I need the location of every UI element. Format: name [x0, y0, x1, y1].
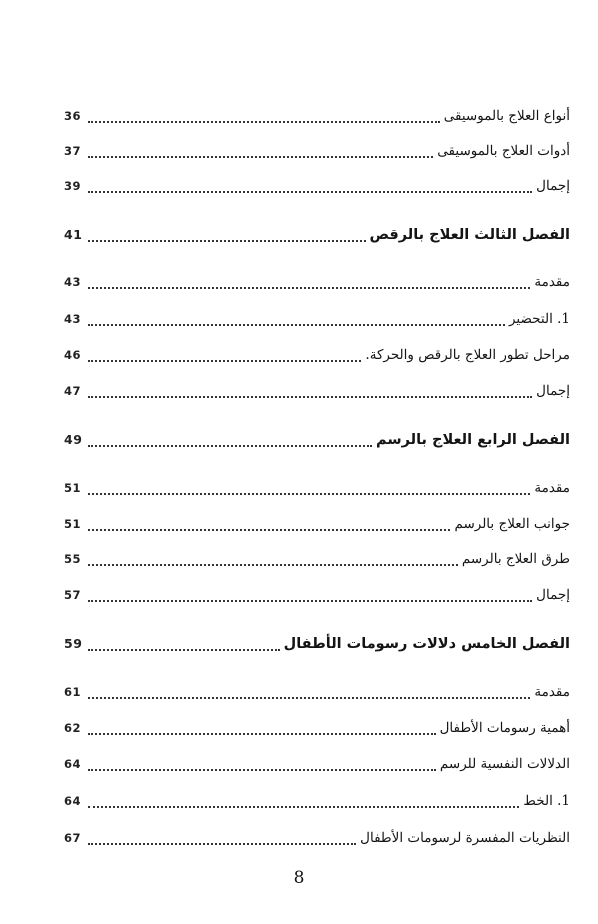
toc-entry[interactable]	[64, 380, 570, 402]
dot-leader	[88, 790, 519, 812]
dot-leader	[88, 140, 433, 162]
dot-leader	[88, 175, 532, 197]
toc-entry-title: النظريات المفسرة لرسومات الأطفال	[360, 830, 570, 846]
toc-entry[interactable]	[64, 105, 570, 127]
toc-entry[interactable]	[64, 827, 570, 849]
toc-page-number: 55	[64, 552, 82, 566]
toc-entry[interactable]	[64, 790, 570, 812]
dot-leader	[88, 271, 530, 293]
toc-page-number: 62	[64, 721, 82, 735]
toc-entry-title: إجمال	[536, 383, 570, 399]
dot-leader	[88, 308, 505, 330]
toc-entry-title: أنواع العلاج بالموسيقى	[443, 108, 570, 124]
toc-page-number: 39	[64, 179, 82, 193]
toc-page-number: 51	[64, 517, 82, 531]
dot-leader	[88, 584, 532, 606]
toc-entry[interactable]	[64, 681, 570, 703]
toc-entry[interactable]	[64, 308, 570, 330]
dot-leader	[88, 681, 530, 703]
toc-page-number: 37	[64, 144, 82, 158]
toc-entry[interactable]	[64, 344, 570, 366]
dot-leader	[88, 717, 436, 739]
toc-page-number: 61	[64, 685, 82, 699]
toc-entry[interactable]	[64, 753, 570, 775]
toc-entry[interactable]	[64, 513, 570, 535]
toc-chapter-heading[interactable]	[64, 429, 570, 451]
dot-leader	[88, 477, 530, 499]
toc-page-number: 43	[64, 312, 82, 326]
toc-entry-title: طرق العلاج بالرسم	[461, 551, 570, 567]
toc-entry-title: أهمية رسومات الأطفال	[439, 720, 570, 736]
toc-chapter-title: الفصل الثالث العلاج بالرقص	[369, 227, 570, 243]
dot-leader	[88, 548, 458, 570]
toc-entry-title: إجمال	[536, 178, 570, 194]
toc-entry[interactable]	[64, 175, 570, 197]
toc-page-number: 59	[64, 636, 83, 651]
toc-entry-title: إجمال	[536, 587, 570, 603]
toc-chapter-heading[interactable]	[64, 633, 570, 655]
toc-entry-title: الدلالات النفسية للرسم	[439, 756, 570, 772]
toc-entry-title: مراحل تطور العلاج بالرقص والحركة.	[365, 347, 570, 363]
toc-page-number: 41	[64, 227, 83, 242]
dot-leader	[88, 105, 440, 127]
toc-page-number: 49	[64, 432, 83, 447]
toc-page-number: 43	[64, 275, 82, 289]
toc-entry[interactable]	[64, 717, 570, 739]
toc-page-number: 36	[64, 109, 82, 123]
toc-chapter-title: الفصل الخامس دلالات رسومات الأطفال	[283, 636, 570, 652]
toc-page-number: 46	[64, 348, 82, 362]
toc-entry[interactable]	[64, 548, 570, 570]
toc-entry-title: مقدمة	[534, 274, 570, 290]
dot-leader	[88, 633, 280, 655]
toc-entry-title: مقدمة	[534, 480, 570, 496]
dot-leader	[88, 344, 361, 366]
toc-entry-title: أدوات العلاج بالموسيقى	[437, 143, 570, 159]
toc-page-number: 57	[64, 588, 82, 602]
toc-entry-title: جوانب العلاج بالرسم	[454, 516, 570, 532]
toc-entry-title: 1. الخط	[523, 793, 570, 809]
toc-entry[interactable]	[64, 271, 570, 293]
toc-entry-title: 1. التحضير	[508, 311, 570, 327]
dot-leader	[88, 429, 372, 451]
toc-entry[interactable]	[64, 584, 570, 606]
dot-leader	[88, 513, 450, 535]
page-number: 8	[293, 868, 305, 888]
toc-chapter-title: الفصل الرابع العلاج بالرسم	[375, 432, 570, 448]
toc-page-number: 47	[64, 384, 82, 398]
toc-page-number: 64	[64, 757, 82, 771]
dot-leader	[88, 380, 532, 402]
dot-leader	[88, 224, 366, 246]
toc-entry[interactable]	[64, 140, 570, 162]
toc-entry[interactable]	[64, 477, 570, 499]
toc-page-number: 67	[64, 831, 82, 845]
toc-entry-title: مقدمة	[534, 684, 570, 700]
dot-leader	[88, 827, 356, 849]
toc-page-number: 64	[64, 794, 82, 808]
toc-page-number: 51	[64, 481, 82, 495]
dot-leader	[88, 753, 436, 775]
toc-chapter-heading[interactable]	[64, 224, 570, 246]
